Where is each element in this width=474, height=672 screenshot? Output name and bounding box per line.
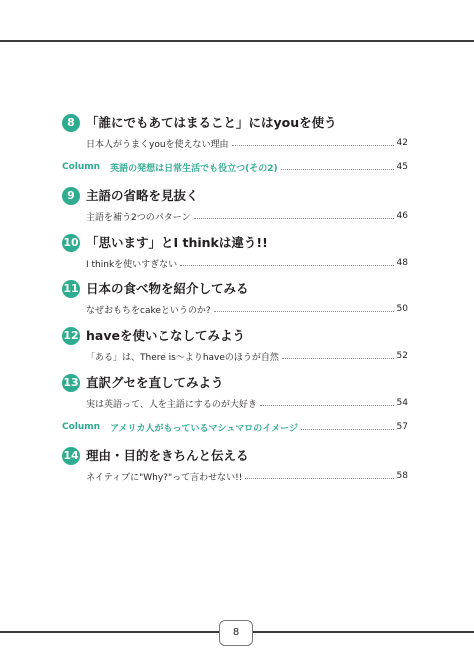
chapter-title: 「誰にでもあてはまること」にはyouを使う — [86, 115, 337, 130]
page-reference: 42 — [396, 138, 408, 148]
dot-leader — [301, 429, 394, 430]
dot-leader — [214, 311, 394, 312]
toc-entry-13[interactable] — [62, 374, 408, 410]
chapter-number-badge: 8 — [62, 114, 80, 132]
toc-column-1[interactable] — [62, 160, 408, 174]
chapter-number-badge: 14 — [62, 447, 80, 465]
top-rule — [0, 40, 474, 42]
chapter-number-badge: 10 — [62, 234, 80, 252]
page-reference: 54 — [396, 398, 408, 408]
column-label: Column — [62, 422, 101, 432]
chapter-subtitle: なぜおもちをcakeというのか? — [86, 305, 211, 316]
page-reference: 58 — [396, 471, 408, 481]
toc-entry-8[interactable] — [62, 114, 408, 150]
chapter-subtitle: 主語を補う2つのパターン — [86, 212, 191, 223]
chapter-title: 主語の省略を見抜く — [86, 188, 199, 203]
dot-leader — [260, 405, 394, 406]
chapter-title: 理由・目的をきちんと伝える — [86, 448, 249, 463]
chapter-title: 「思います」とI thinkは違う!! — [86, 235, 268, 250]
toc-column-2[interactable] — [62, 420, 408, 434]
toc-entry-12[interactable] — [62, 327, 408, 363]
page-reference: 45 — [396, 162, 408, 172]
column-title: 英語の発想は日常生活でも役立つ(その2) — [110, 163, 278, 174]
chapter-number-badge: 11 — [62, 280, 80, 298]
chapter-subtitle: ネイティブに"Why?"って言わせない!! — [86, 472, 243, 483]
chapter-subtitle: I thinkを使いすぎない — [86, 259, 178, 270]
toc-entry-11[interactable] — [62, 280, 408, 316]
chapter-number-badge: 9 — [62, 187, 80, 205]
dot-leader — [282, 358, 394, 359]
toc-entry-10[interactable] — [62, 234, 408, 270]
chapter-subtitle: 「ある」は、There is～よりhaveのほうが自然 — [86, 352, 279, 363]
column-title: アメリカ人がもっているマシュマロのイメージ — [110, 423, 298, 434]
chapter-number-badge: 13 — [62, 374, 80, 392]
dot-leader — [281, 169, 394, 170]
dot-leader — [194, 218, 394, 219]
page-number: 8 — [219, 620, 253, 646]
page-reference: 50 — [396, 304, 408, 314]
chapter-title: 日本の食べ物を紹介してみる — [86, 281, 249, 296]
column-label: Column — [62, 162, 101, 172]
dot-leader — [232, 145, 394, 146]
chapter-title: haveを使いこなしてみよう — [86, 328, 245, 343]
chapter-title: 直訳グセを直してみよう — [86, 375, 224, 390]
page-reference: 48 — [396, 258, 408, 268]
chapter-subtitle: 実は英語って、人を主語にするのが大好き — [86, 399, 257, 410]
toc-entry-9[interactable] — [62, 187, 408, 223]
page-reference: 46 — [396, 211, 408, 221]
dot-leader — [180, 265, 393, 266]
chapter-number-badge: 12 — [62, 327, 80, 345]
page-reference: 57 — [396, 422, 408, 432]
chapter-subtitle: 日本人がうまくyouを使えない理由 — [86, 139, 229, 150]
toc-entry-14[interactable] — [62, 447, 408, 483]
page-reference: 52 — [396, 351, 408, 361]
dot-leader — [245, 478, 393, 479]
